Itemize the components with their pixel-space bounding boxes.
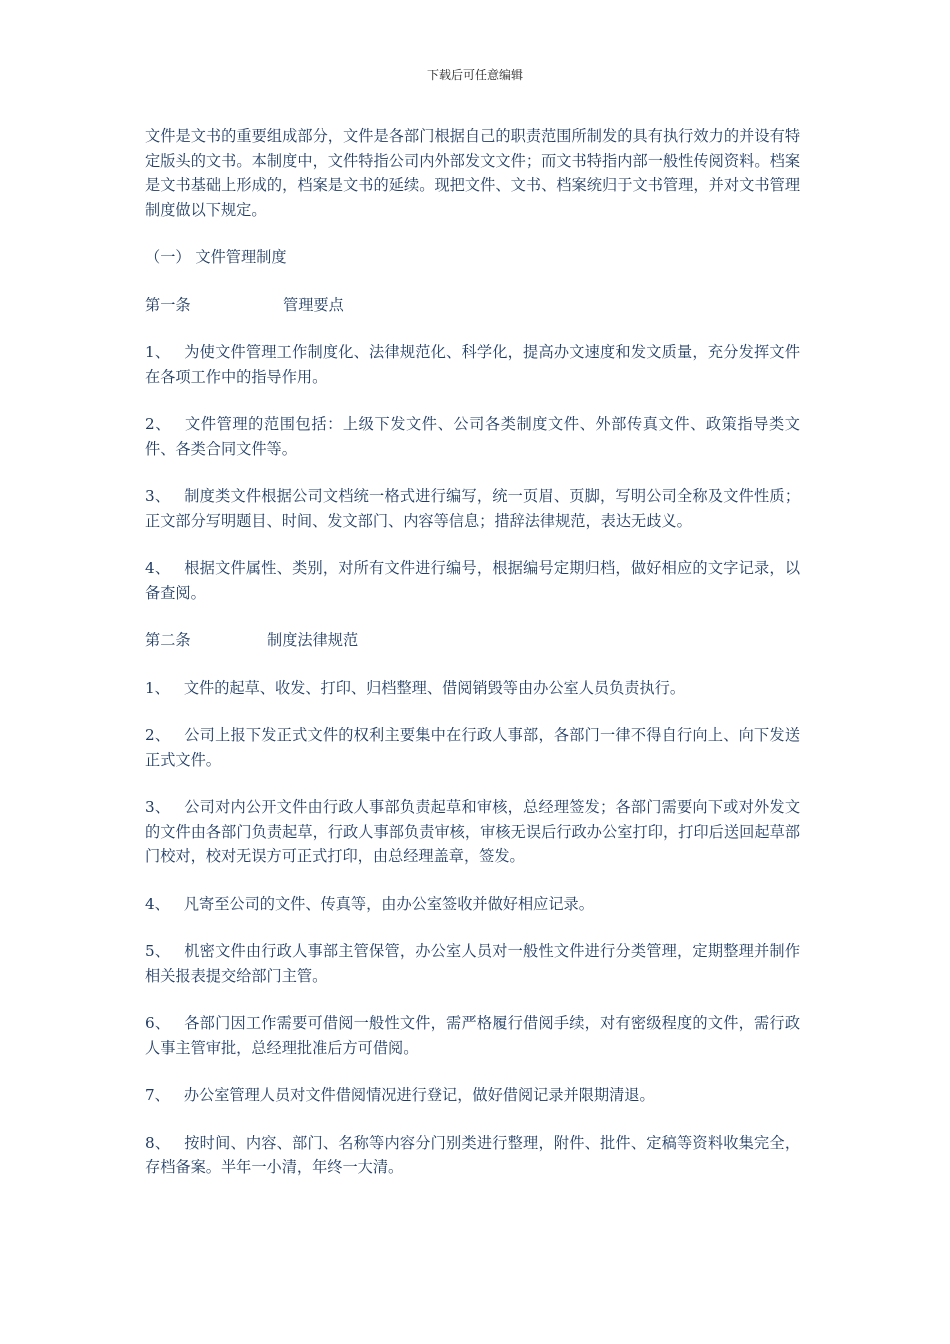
item-number: 7、 xyxy=(145,1086,170,1104)
list-item xyxy=(145,676,800,701)
item-number: 3、 xyxy=(145,798,171,816)
item-text: 公司对内公开文件由行政人事部负责起草和审核，总经理签发；各部门需要向下或对外发文的文件由各部门负责起草，行政人事部负责审核，审核无误后行政办公室打印，打印后送回起草部门校对，校对无误方可正式打印，由总经理盖章，签发。 xyxy=(145,798,801,865)
item-text: 各部门因工作需要可借阅一般性文件，需严格履行借阅手续，对有密级程度的文件，需行政人事主管审批，总经理批准后方可借阅。 xyxy=(145,1014,801,1057)
list-item xyxy=(145,1131,800,1180)
section-title: （一） 文件管理制度 xyxy=(145,248,287,266)
item-text: 文件的起草、收发、打印、归档整理、借阅销毁等由办公室人员负责执行。 xyxy=(183,678,686,697)
item-text: 机密文件由行政人事部主管保管，办公室人员对一般性文件进行分类管理，定期整理并制作相关报表提交给部门主管。 xyxy=(145,942,801,985)
article-label: 第一条 xyxy=(145,295,191,314)
list-item xyxy=(145,556,800,605)
list-item xyxy=(145,1083,800,1108)
item-number: 2、 xyxy=(145,415,172,433)
article-title: 制度法律规范 xyxy=(267,631,359,649)
list-item xyxy=(145,939,800,988)
list-item xyxy=(145,1011,800,1060)
article-title: 管理要点 xyxy=(283,295,344,314)
list-item xyxy=(145,795,800,869)
item-number: 2、 xyxy=(145,726,171,744)
article-label: 第二条 xyxy=(145,631,191,649)
item-number: 8、 xyxy=(145,1133,171,1152)
document-body xyxy=(145,124,800,1203)
item-number: 1、 xyxy=(145,678,170,697)
article-heading-1 xyxy=(145,293,800,318)
item-number: 5、 xyxy=(145,942,171,960)
item-number: 4、 xyxy=(145,559,171,577)
item-number: 6、 xyxy=(145,1014,171,1032)
list-item xyxy=(145,412,800,461)
list-item xyxy=(145,723,800,772)
list-item xyxy=(145,892,800,917)
item-text: 办公室管理人员对文件借阅情况进行登记，做好借阅记录并限期清退。 xyxy=(183,1086,655,1104)
item-text: 制度类文件根据公司文档统一格式进行编写，统一页眉、页脚，写明公司全称及文件性质；正文部分写明题目、时间、发文部门、内容等信息；措辞法律规范，表达无歧义。 xyxy=(145,487,801,530)
article-heading-2 xyxy=(145,628,800,653)
item-number: 3、 xyxy=(145,487,171,505)
item-number: 4、 xyxy=(145,894,170,913)
list-item xyxy=(145,484,800,533)
item-text: 公司上报下发正式文件的权利主要集中在行政人事部，各部门一律不得自行向上、向下发送正式文件。 xyxy=(145,726,801,769)
item-number: 1、 xyxy=(145,343,171,361)
item-text: 按时间、内容、部门、名称等内容分门别类进行整理，附件、批件、定稿等资料收集完全，存档备案。半年一小清，年终一大清。 xyxy=(145,1133,801,1176)
intro-paragraph: 文件是文书的重要组成部分，文件是各部门根据自己的职责范围所制发的具有执行效力的并设有特定版头的文书。本制度中，文件特指公司内外部发文文件；而文书特指内部一般性传阅资料。档案是文书基础上形成的，档案是文书的延续。现把文件、文书、档案统归于文书管理，并对文书管理制度做以下规定。 xyxy=(145,127,800,219)
item-text: 凡寄至公司的文件、传真等，由办公室签收并做好相应记录。 xyxy=(183,894,594,913)
page-header: 下载后可任意编辑 xyxy=(426,68,523,82)
item-text: 文件管理的范围包括：上级下发文件、公司各类制度文件、外部传真文件、政策指导类文件、各类合同文件等。 xyxy=(145,415,800,458)
list-item xyxy=(145,340,800,389)
item-text: 为使文件管理工作制度化、法律规范化、科学化，提高办文速度和发文质量，充分发挥文件在各项工作中的指导作用。 xyxy=(145,343,801,386)
item-text: 根据文件属性、类别，对所有文件进行编号，根据编号定期归档，做好相应的文字记录，以备查阅。 xyxy=(145,559,801,602)
